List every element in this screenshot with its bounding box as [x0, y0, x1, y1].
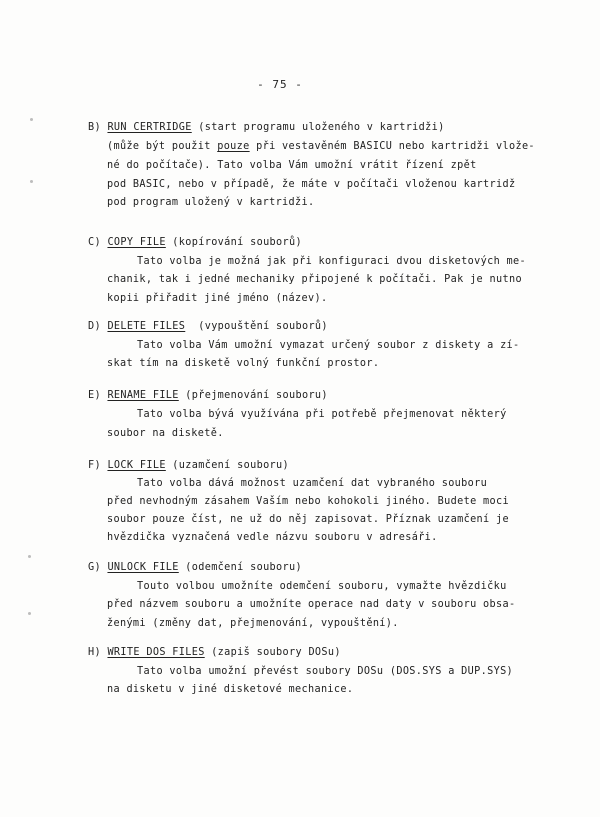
section-b-line-3: pod BASIC, nebo v případě, že máte v počítači vloženou kartridž [107, 179, 516, 190]
scan-speck [28, 555, 31, 558]
scan-speck [30, 118, 33, 121]
section-title: COPY FILE [107, 237, 166, 248]
section-e-line-2: soubor na disketě. [107, 428, 224, 439]
section-description: (kopírování souborů) [172, 237, 302, 248]
section-d-heading [88, 320, 328, 333]
section-d-line-1: Tato volba Vám umožní vymazat určený soubor z diskety a zí- [137, 340, 520, 351]
section-c-line-1: Tato volba je možná jak při konfiguraci dvou disketových me- [137, 256, 527, 267]
section-c-line-2: chanik, tak i jedné mechaniky připojené k počítači. Pak je nutno [107, 274, 522, 285]
section-letter: B) [88, 122, 101, 133]
section-title: RUN CERTRIDGE [107, 122, 192, 133]
section-b-line-4: pod program uložený v kartridži. [107, 197, 315, 208]
section-g-line-1: Touto volbou umožníte odemčení souboru, vymažte hvězdičku [137, 581, 507, 592]
section-e-heading [88, 389, 328, 402]
section-title: UNLOCK FILE [107, 562, 179, 573]
section-f-line-1: Tato volba dává možnost uzamčení dat vybraného souboru [137, 478, 488, 489]
section-c-heading [88, 236, 302, 249]
text-span: při vestavěném BASICU nebo kartridži vlože- [249, 141, 535, 152]
page-number: - 75 - [257, 78, 303, 91]
section-letter: D) [88, 321, 101, 332]
scan-speck [30, 180, 33, 183]
section-title: DELETE FILES [107, 321, 186, 332]
section-description: (odemčení souboru) [185, 562, 302, 573]
section-letter: C) [88, 237, 101, 248]
section-h-line-1: Tato volba umožní převést soubory DOSu (DOS.SYS a DUP.SYS) [137, 666, 514, 677]
section-title: LOCK FILE [107, 460, 166, 471]
section-c-line-3: kopii přiřadit jiné jméno (název). [107, 293, 328, 304]
text-span: (může být použit [107, 141, 218, 152]
section-f-line-4: hvězdička vyznačená vedle názvu souboru v adresáři. [107, 532, 438, 543]
section-g-line-3: ženými (změny dat, přejmenování, vypouštění). [107, 618, 399, 629]
section-title: WRITE DOS FILES [107, 647, 205, 658]
section-g-heading [88, 561, 302, 574]
section-letter: F) [88, 460, 101, 471]
section-b-heading [88, 121, 445, 134]
section-g-line-2: před názvem souboru a umožníte operace nad daty v souboru obsa- [107, 599, 516, 610]
section-f-heading [88, 459, 289, 472]
section-f-line-2: před nevhodným zásahem Vaším nebo kohokoli jiného. Budete moci [107, 496, 509, 507]
section-letter: H) [88, 647, 101, 658]
section-description: (vypouštění souborů) [198, 321, 328, 332]
section-e-line-1: Tato volba bývá využívána při potřebě přejmenovat některý [137, 409, 507, 420]
section-b-line-1 [107, 140, 535, 153]
section-b-line-2: né do počítače). Tato volba Vám umožní vrátit řízení zpět [107, 160, 477, 171]
section-letter: E) [88, 390, 101, 401]
section-h-line-2: na disketu v jiné disketové mechanice. [107, 684, 354, 695]
scan-speck [28, 612, 31, 615]
section-f-line-3: soubor pouze číst, ne už do něj zapisovat. Příznak uzamčení je [107, 514, 509, 525]
emphasis-pouze: pouze [217, 141, 250, 152]
section-description: (zapiš soubory DOSu) [211, 647, 341, 658]
section-h-heading [88, 646, 341, 659]
section-letter: G) [88, 562, 101, 573]
section-description: (přejmenování souboru) [185, 390, 328, 401]
section-title: RENAME FILE [107, 390, 179, 401]
section-description: (start programu uloženého v kartridži) [198, 122, 445, 133]
section-d-line-2: skat tím na disketě volný funkční prostor. [107, 358, 380, 369]
section-description: (uzamčení souboru) [172, 460, 289, 471]
